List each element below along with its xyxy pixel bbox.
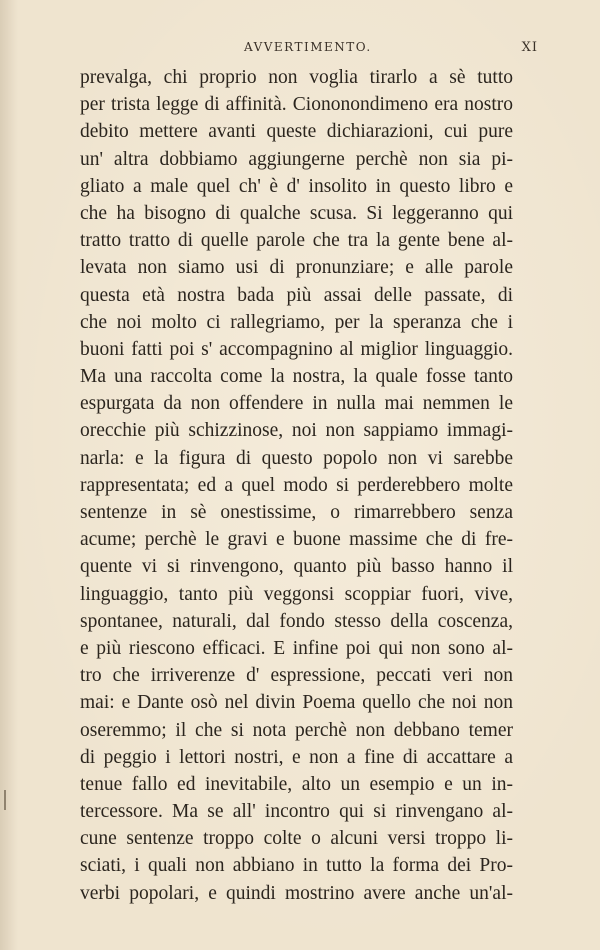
text-line: e più riescono efficaci. E infine poi qui non sono al- [80,637,513,659]
text-line: sentenze in sè onestissime, o rimarrebbero senza [80,502,513,523]
text-line: un' altra dobbiamo aggiungerne perchè non sia pi- [80,148,513,170]
text-line: orecchie più schizzinose, noi non sappiamo immagi- [80,420,513,442]
text-line: Ma una raccolta come la nostra, la quale fosse tanto [80,366,513,388]
text-line: che ha bisogno di qualche scusa. Si leggeranno qui [80,202,513,224]
text-line: cune sentenze troppo colte o alcuni versi troppo li- [80,828,513,850]
text-line: acume; perchè le gravi e buone massime che di fre- [80,529,513,551]
text-line: rappresentata; ed a quel modo si perderebbero molte [80,474,513,496]
text-line: tratto tratto di quelle parole che tra la gente bene al- [80,230,513,252]
text-line: di peggio i lettori nostri, e non a fine di accattare a [80,746,513,768]
running-head-title: AVVERTIMENTO. [244,40,372,54]
text-line: per trista legge di affinità. Ciononondimeno era nostro [80,94,513,116]
text-line: spontanee, naturali, dal fondo stesso della coscenza, [80,610,513,632]
text-line: debito mettere avanti queste dichiarazioni, cui pure [80,121,513,143]
text-line: linguaggio, tanto più veggonsi scoppiar fuori, vive, [80,583,513,605]
text-line: quente vi si rinvengono, quanto più basso hanno il [80,556,513,578]
text-line: oseremmo; il che si nota perchè non debbano temer [80,719,513,741]
body-text [80,64,513,907]
text-line: tercessore. Ma se all' incontro qui si rinvengano al- [80,801,513,823]
text-line: narla: e la figura di questo popolo non vi sarebbe [80,447,513,469]
text-line: verbi popolari, e quindi mostrino avere anche un'al- [80,882,513,904]
text-line: mai: e Dante osò nel divin Poema quello che noi non [80,692,513,714]
text-line: tenue fallo ed inevitabile, alto un esempio e un in- [80,773,513,795]
text-line: espurgata da non offendere in nulla mai nemmen le [80,393,513,415]
text-line: buoni fatti poi s' accompagnino al miglior linguaggio. [80,338,513,360]
text-line: tro che irriverenze d' espressione, peccati veri non [80,665,513,687]
text-line: gliato a male quel ch' è d' insolito in questo libro e [80,175,513,197]
page-number: XI [521,40,538,55]
text-line: levata non siamo usi di pronunziare; e alle parole [80,257,513,279]
text-line: che noi molto ci rallegriamo, per la speranza che i [80,311,513,333]
text-line: sciati, i quali non abbiano in tutto la forma dei Pro- [80,855,513,877]
gutter-mark [4,790,6,810]
binding-gutter-shadow [0,0,18,950]
text-line: prevalga, chi proprio non voglia tirarlo a sè tutto [80,67,513,88]
text-line: questa età nostra bada più assai delle passate, di [80,284,513,306]
